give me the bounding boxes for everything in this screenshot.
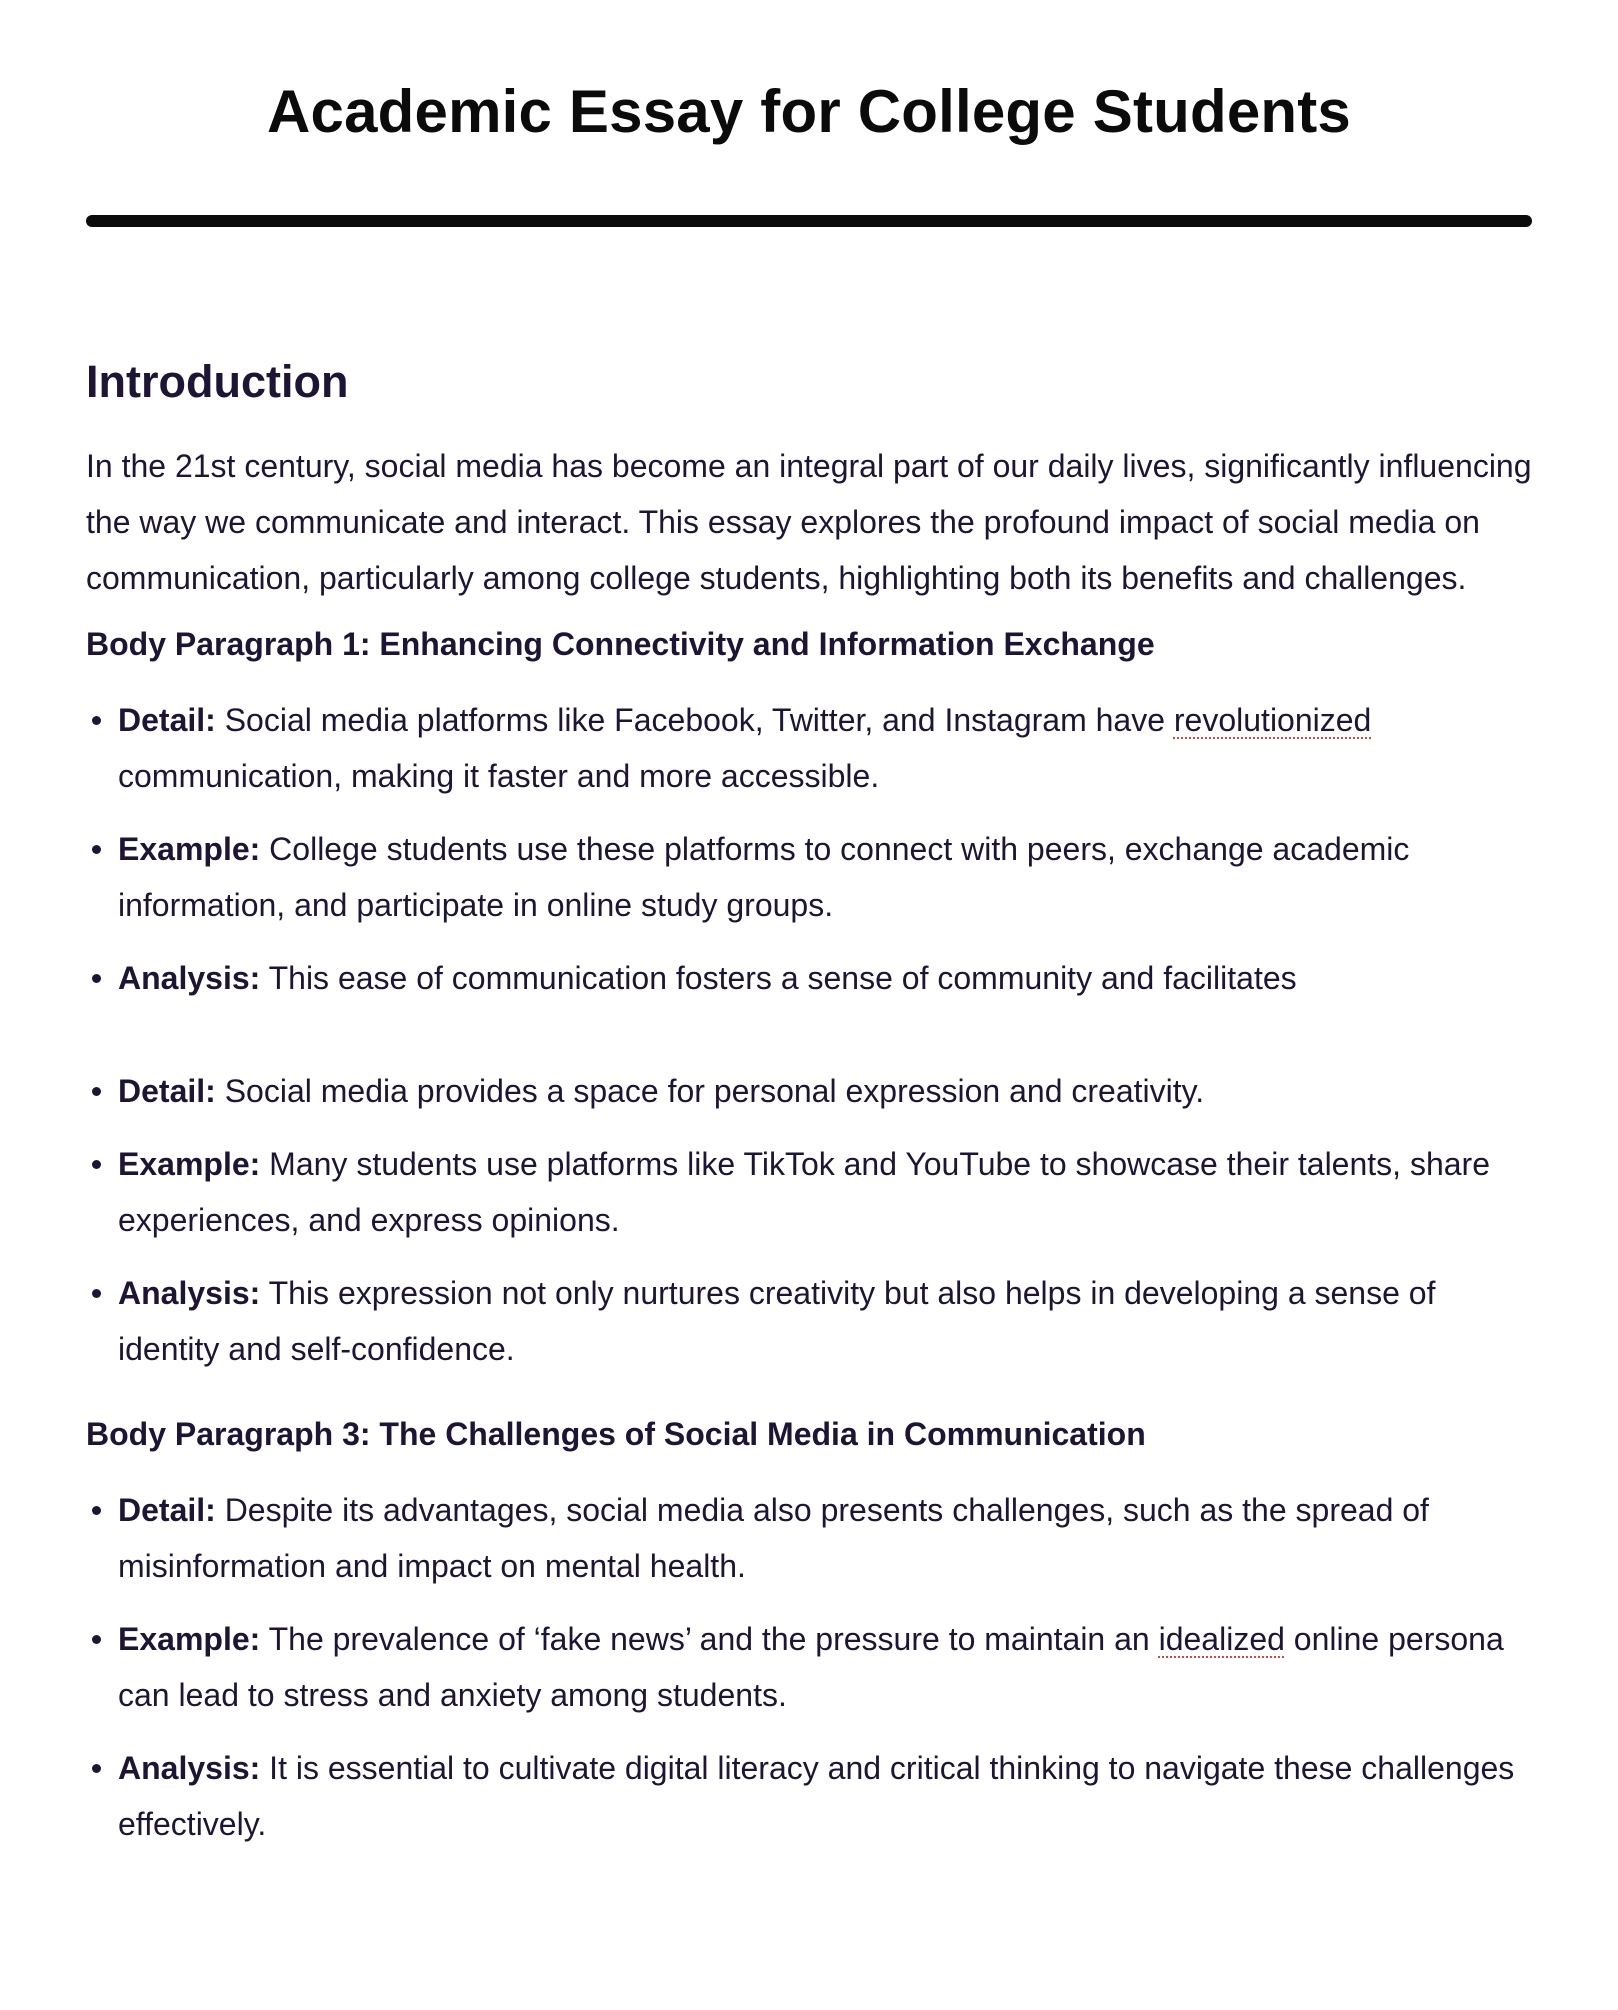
analysis-text: It is essential to cultivate digital literacy and critical thinking to navigate these challenges effectively. — [118, 1750, 1515, 1842]
detail-label: Detail: — [118, 1492, 216, 1528]
body2-analysis-item — [86, 1265, 1536, 1377]
body3-heading: Body Paragraph 3: The Challenges of Social Media in Communication — [86, 1416, 1146, 1452]
title-divider — [86, 215, 1532, 227]
body1-analysis-item — [86, 950, 1536, 1006]
detail-text: Social media provides a space for personal expression and creativity. — [224, 1073, 1205, 1109]
body1-list — [86, 692, 1536, 1006]
body2-example-item — [86, 1136, 1536, 1248]
detail-label: Detail: — [118, 702, 216, 738]
detail-label: Detail: — [118, 1073, 216, 1109]
example-label: Example: — [118, 1621, 261, 1657]
section-gap — [86, 1394, 1536, 1406]
body2-list — [86, 1063, 1536, 1377]
body3-detail-item — [86, 1482, 1536, 1594]
body1-heading: Body Paragraph 1: Enhancing Connectivity and Information Exchange — [86, 626, 1155, 662]
analysis-label: Analysis: — [118, 960, 261, 996]
content-gap — [86, 1023, 1536, 1063]
analysis-text: This ease of communication fosters a sense of community and facilitates — [268, 960, 1297, 996]
body1-example-item — [86, 821, 1536, 933]
analysis-label: Analysis: — [118, 1275, 261, 1311]
body2-detail-item — [86, 1063, 1536, 1119]
analysis-text: This expression not only nurtures creativity but also helps in developing a sense of identity and self-confidence. — [118, 1275, 1436, 1367]
example-label: Example: — [118, 831, 261, 867]
body1-detail-item — [86, 692, 1536, 804]
spellcheck-flagged-word[interactable]: idealized — [1158, 1621, 1285, 1657]
example-text: Many students use platforms like TikTok and YouTube to showcase their talents, share experiences, and express opinions. — [118, 1146, 1490, 1238]
example-text-start: The prevalence of ‘fake news’ and the pressure to maintain an — [268, 1621, 1150, 1657]
detail-text: Despite its advantages, social media also presents challenges, such as the spread of misinformation and impact on mental health. — [118, 1492, 1429, 1584]
body3-list — [86, 1482, 1536, 1852]
analysis-label: Analysis: — [118, 1750, 261, 1786]
introduction-heading: Introduction — [86, 356, 349, 407]
detail-text-end: communication, making it faster and more accessible. — [118, 758, 880, 794]
document-title: Academic Essay for College Students — [266, 78, 1351, 145]
body3-analysis-item — [86, 1740, 1536, 1852]
spellcheck-flagged-word[interactable]: revolutionized — [1173, 702, 1372, 738]
example-text-end: online persona can lead to stress and anxiety among students. — [118, 1621, 1504, 1713]
example-text: College students use these platforms to connect with peers, exchange academic information, and participate in online study groups. — [118, 831, 1410, 923]
introduction-text: In the 21st century, social media has become an integral part of our daily lives, significantly influencing the way we communicate and interact. This essay explores the profound impact of social media on communication, particularly among college students, highlighting both its benefits and challenges. — [86, 448, 1532, 596]
body3-example-item — [86, 1611, 1536, 1723]
essay-content — [86, 352, 1536, 1869]
example-label: Example: — [118, 1146, 261, 1182]
detail-text-start: Social media platforms like Facebook, Twitter, and Instagram have — [224, 702, 1165, 738]
